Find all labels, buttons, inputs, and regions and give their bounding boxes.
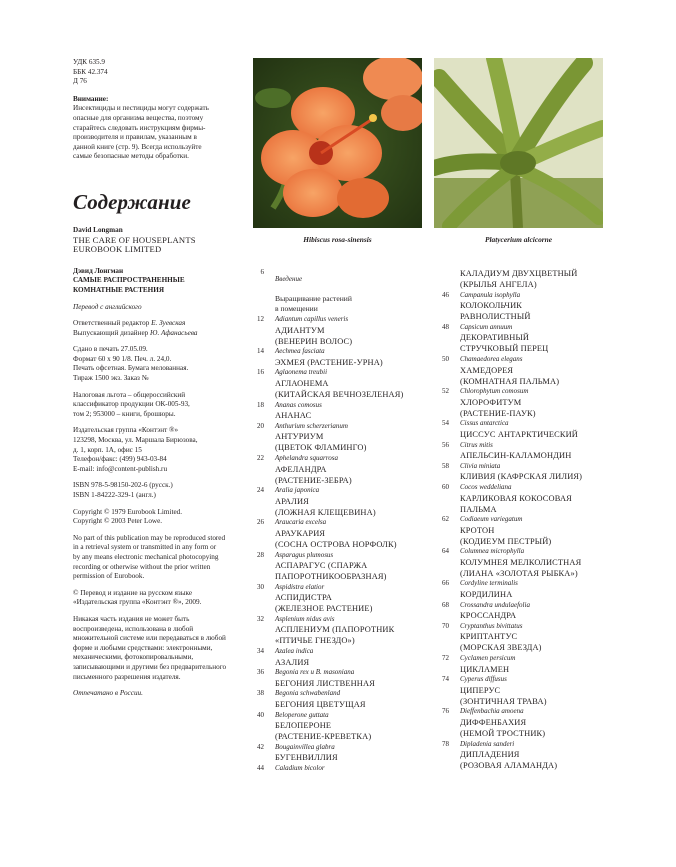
toc-russian-name: ЦИПЕРУС (ЗОНТИЧНАЯ ТРАВА) <box>460 685 547 706</box>
toc-entry[interactable] <box>240 689 410 710</box>
copyright-line: Copyright © 1979 Eurobook Limited. <box>73 507 183 516</box>
toc-latin-name: Ananas comosus <box>275 400 322 409</box>
toc-page-number: 56 <box>442 440 449 449</box>
publisher-line: Издательская группа «Контэнт ®» <box>73 426 179 435</box>
warning-line: производителя и правилам, указанным в <box>73 133 197 142</box>
toc-page-number: 60 <box>442 482 449 491</box>
toc-latin-name: Aphelandra squarrosa <box>275 453 338 462</box>
toc-page-number: 44 <box>257 764 264 772</box>
toc-entry[interactable] <box>240 647 410 668</box>
toc-russian-name: КРИПТАНТУС (МОРСКАЯ ЗВЕЗДА) <box>460 632 542 653</box>
toc-russian-name: БЕГОНИЯ ЛИСТВЕННАЯ <box>275 678 375 688</box>
toc-page-number: 68 <box>442 600 449 609</box>
toc-entry[interactable] <box>425 707 595 739</box>
toc-page-number: 36 <box>257 668 264 677</box>
toc-latin-name: Dieffenbachia amoena <box>460 707 524 716</box>
ru-edition-line: «Издательская группа «Контэнт ®», 2009. <box>73 598 202 607</box>
toc-entry[interactable] <box>425 462 595 483</box>
toc-page-number: 42 <box>257 742 264 751</box>
print-line: Тираж 1500 экз. Заказ № <box>73 374 149 383</box>
toc-entry[interactable] <box>425 601 595 622</box>
photo-caption: Hibiscus rosa-sinensis <box>303 235 372 244</box>
toc-intro: Введение <box>275 275 303 283</box>
toc-latin-name: Azalea indica <box>275 647 314 656</box>
toc-entry[interactable] <box>240 583 410 615</box>
toc-latin-name: Asplenium nidus avis <box>275 614 335 623</box>
toc-page-number: 48 <box>442 322 449 331</box>
toc-russian-name: КРОТОН (КОДИЕУМ ПЕСТРЫЙ) <box>460 525 552 546</box>
toc-entry[interactable] <box>240 401 410 422</box>
designer-label: Выпускающий дизайнер <box>73 328 151 337</box>
toc-page-number: 24 <box>257 486 264 495</box>
toc-russian-name: ДИФФЕНБАХИЯ (НЕМОЙ ТРОСТНИК) <box>460 718 546 738</box>
rights-ru-line: механическими, фотокопировальными, <box>73 653 194 662</box>
toc-russian-name: АСПАРАГУС (СПАРЖА ПАПОРОТНИКООБРАЗНАЯ) <box>275 561 387 582</box>
toc-page-number: 46 <box>442 290 449 299</box>
tax-line: том 2; 953000 – книги, брошюры. <box>73 409 176 418</box>
rights-en-line: by any means electronic mechanical photocopying <box>73 552 219 561</box>
imprint-column <box>73 58 253 706</box>
contents-title: Содержание <box>73 189 191 214</box>
toc-latin-name: Campanula isophylla <box>460 290 521 299</box>
toc-russian-name: КРОССАНДРА <box>460 611 517 621</box>
toc-russian-name: БЕГОНИЯ ЦВЕТУЩАЯ <box>275 700 366 710</box>
toc-russian-name: КЛИВИЯ (КАФРСКАЯ ЛИЛИЯ) <box>460 472 583 482</box>
english-author: David Longman <box>73 225 123 234</box>
warning-line: опасные для организма вещества, поэтому <box>73 113 204 122</box>
toc-entry[interactable] <box>240 486 410 518</box>
publisher-line: д. 1, корп. 1А, офис 15 <box>73 445 142 454</box>
photo-caption: Platycerium alcicorne <box>484 235 553 244</box>
isbn-block <box>73 481 253 500</box>
toc-latin-name: Beloperone guttata <box>275 710 329 719</box>
toc-page-number: 72 <box>442 654 449 663</box>
toc-column-right <box>425 268 595 772</box>
toc-latin-name: Begonia rex и B. masoniana <box>275 668 355 677</box>
rights-en-block <box>73 534 253 582</box>
editor-name: Е. Зуевская <box>151 319 186 328</box>
warning-heading: Внимание: <box>73 94 109 103</box>
toc-page-number: 14 <box>257 347 264 356</box>
isbn-line: ISBN 978-5-98150-202-6 (русск.) <box>73 481 173 490</box>
toc-entry[interactable] <box>240 743 410 764</box>
warning-line: старайтесь следовать инструкциям фирмы- <box>73 123 206 132</box>
toc-entry[interactable] <box>425 268 595 290</box>
toc-russian-name: АСПИДИСТРА (ЖЕЛЕЗНОЕ РАСТЕНИЕ) <box>275 593 373 614</box>
toc-entry[interactable] <box>425 291 595 323</box>
toc-entry[interactable] <box>425 419 595 440</box>
russian-title-line: САМЫЕ РАСПРОСТРАНЕННЫЕ <box>73 276 185 285</box>
toc-latin-name: Asparagus plumosus <box>275 550 334 559</box>
toc-latin-name: Cocos weddeliana <box>460 482 512 491</box>
toc-russian-name: ЦИССУС АНТАРКТИЧЕСКИЙ <box>460 429 578 439</box>
toc-russian-name: АГЛАОНЕМА (КИТАЙСКАЯ ВЕЧНОЗЕЛЕНАЯ) <box>275 378 404 399</box>
toc-page-number: 30 <box>257 582 264 591</box>
print-line: Печать офсетная. Бумага мелованная. <box>73 364 189 373</box>
toc-russian-name: АЗАЛИЯ <box>275 657 310 667</box>
author-mark: Д 76 <box>73 77 87 86</box>
toc-russian-name: АСПЛЕНИУМ (ПАПОРОТНИК «ПТИЧЬЕ ГНЕЗДО») <box>275 625 395 646</box>
translation-note: Перевод с английского <box>73 302 142 311</box>
toc-russian-name: АФЕЛАНДРА (РАСТЕНИЕ-ЗЕБРА) <box>275 464 352 485</box>
designer-name: Ю. Афанасьева <box>150 328 198 337</box>
toc-page-number: 32 <box>257 614 264 623</box>
toc-latin-name: Araucaria excelsa <box>275 518 327 527</box>
toc-entry[interactable] <box>240 551 410 583</box>
toc-entry[interactable] <box>240 454 410 486</box>
toc-page-number: 54 <box>442 419 449 428</box>
toc-page-number: 50 <box>442 354 449 363</box>
rights-en-line: in a retrieval system or transmitted in any form or <box>73 543 217 552</box>
toc-russian-name: КОЛОКОЛЬЧИК РАВНОЛИСТНЫЙ <box>460 301 531 322</box>
toc-latin-name: Cordyline terminalis <box>460 579 518 588</box>
toc-latin-name: Columnea microphylla <box>460 547 525 556</box>
toc-page-number: 16 <box>257 368 264 377</box>
toc-russian-name: КОЛУМНЕЯ МЕЛКОЛИСТНАЯ (ЛИАНА «ЗОЛОТАЯ РЫБКА») <box>460 557 582 578</box>
editor-label: Ответственный редактор <box>73 319 152 328</box>
russian-title-line: КОМНАТНЫЕ РАСТЕНИЯ <box>73 285 165 294</box>
toc-entry[interactable] <box>240 315 410 347</box>
toc-latin-name: Cyclamen persicum <box>460 654 516 663</box>
print-line: Формат 60 х 90 1/8. Печ. л. 24,0. <box>73 354 172 363</box>
toc-latin-name: Chamaedorea elegans <box>460 354 523 363</box>
toc-page-number: 18 <box>257 400 264 409</box>
toc-entry[interactable] <box>425 547 595 579</box>
toc-entry[interactable] <box>425 441 595 462</box>
toc-russian-name: АНАНАС <box>275 411 312 421</box>
toc-entry[interactable] <box>240 711 410 743</box>
toc-column-left <box>240 268 410 774</box>
toc-russian-name: АРАЛИЯ (ЛОЖНАЯ КЛЕЩЕВИНА) <box>275 496 376 517</box>
toc-page-number: 26 <box>257 518 264 527</box>
toc-russian-name: БУГЕНВИЛЛИЯ <box>275 753 338 763</box>
toc-russian-name: ЦИКЛАМЕН <box>460 664 510 674</box>
toc-latin-name: Cyperus diffusus <box>460 675 507 684</box>
tax-block <box>73 391 253 420</box>
toc-page-number: 58 <box>442 461 449 470</box>
tax-line: Налоговая льгота – общероссийский <box>73 390 186 399</box>
rights-ru-line: Никакая часть издания не может быть <box>73 614 190 623</box>
russian-credits <box>73 267 253 296</box>
toc-page-number: 6 <box>260 268 264 276</box>
toc-page-number: 74 <box>442 675 449 684</box>
toc-entry[interactable] <box>425 323 595 355</box>
toc-russian-name: АДИАНТУМ (ВЕНЕРИН ВОЛОС) <box>275 325 353 346</box>
russian-author: Дэвид Лонгман <box>73 266 124 275</box>
toc-latin-name: Caladium bicolor <box>275 764 325 772</box>
english-title: THE CARE OF HOUSEPLANTS <box>73 234 196 245</box>
toc-page-number: 28 <box>257 550 264 559</box>
toc-entry[interactable] <box>425 675 595 707</box>
rights-ru-line: форме и любыми средствами: электронными, <box>73 643 213 652</box>
toc-entry[interactable] <box>240 518 410 550</box>
toc-latin-name: Aglaonema treubii <box>275 368 328 377</box>
toc-page-number: 64 <box>442 547 449 556</box>
toc-latin-name: Anthurium scherzerianum <box>275 421 348 430</box>
isbn-line: ISBN 1-84222-329-1 (англ.) <box>73 491 156 499</box>
toc-latin-name: Crossandra undulaefolia <box>460 600 530 609</box>
toc-latin-name: Begonia schwabenland <box>275 689 341 698</box>
toc-entry[interactable] <box>425 387 595 419</box>
toc-entry[interactable] <box>240 294 410 314</box>
toc-latin-name: Bougainvillea glabra <box>275 742 335 751</box>
toc-latin-name: Aechmea fasciata <box>275 347 325 356</box>
toc-latin-name: Cryptanthus bivittatus <box>460 621 523 630</box>
toc-entry[interactable] <box>240 268 410 286</box>
copyright-block <box>73 508 253 527</box>
print-line: Сдано в печать 27.05.09. <box>73 345 148 354</box>
toc-russian-name: КАЛАДИУМ ДВУХЦВЕТНЫЙ (КРЫЛЬЯ АНГЕЛА) <box>460 269 578 289</box>
toc-entry[interactable] <box>240 368 410 400</box>
toc-entry[interactable] <box>425 579 595 600</box>
toc-page-number: 20 <box>257 421 264 430</box>
toc-entry[interactable] <box>240 615 410 647</box>
rights-ru-line: письменного разрешения издателя. <box>73 672 181 681</box>
toc-page-number: 12 <box>257 315 264 323</box>
copyright-line: Copyright © 2003 Peter Lowe. <box>73 517 163 526</box>
toc-russian-name: ДИПЛАДЕНИЯ (РОЗОВАЯ АЛАМАНДА) <box>460 750 558 771</box>
toc-entry[interactable] <box>425 654 595 675</box>
rights-en-line: recording or otherwise without the prior written <box>73 562 211 571</box>
toc-russian-name: ЭХМЕЯ (РАСТЕНИЕ-УРНА) <box>275 357 383 367</box>
toc-page-number: 34 <box>257 647 264 656</box>
toc-page-number: 66 <box>442 579 449 588</box>
staff-block <box>73 319 253 338</box>
printed-in: Отпечатано в России. <box>73 689 143 698</box>
warning-line: Инсектициды и пестициды могут содержать <box>73 104 209 113</box>
toc-entry[interactable] <box>425 622 595 654</box>
toc-latin-name: Codiaeum variegatum <box>460 515 523 524</box>
rights-ru-line: воспроизведена, использована в любой <box>73 624 194 633</box>
toc-entry[interactable] <box>425 355 595 387</box>
toc-latin-name: Capsicum annuum <box>460 322 513 331</box>
toc-page-number: 38 <box>257 689 264 698</box>
print-block <box>73 345 253 383</box>
publisher-line: E-mail: info@content-publish.ru <box>73 464 168 473</box>
toc-entry[interactable] <box>240 347 410 368</box>
warning-line: самые безопасные методы обработки. <box>73 152 189 161</box>
rights-ru-line: множительной системе или передаваться в любой <box>73 634 226 643</box>
tax-line: классификатор продукции ОК-005-93, <box>73 400 190 409</box>
toc-page-number: 76 <box>442 707 449 716</box>
english-publisher: EUROBOOK LIMITED <box>73 244 162 255</box>
toc-entry[interactable] <box>240 668 410 689</box>
publisher-block <box>73 426 253 474</box>
toc-russian-name: ХЛОРОФИТУМ (РАСТЕНИЕ-ПАУК) <box>460 397 536 418</box>
toc-page-number: 70 <box>442 621 449 630</box>
toc-page-number: 62 <box>442 515 449 524</box>
platycerium-photo <box>434 58 603 228</box>
warning-block <box>73 95 253 162</box>
toc-page-number: 52 <box>442 387 449 396</box>
toc-page-number: 78 <box>442 739 449 748</box>
toc-entry[interactable] <box>425 515 595 547</box>
udk-line: УДК 635.9 <box>73 58 106 66</box>
ru-edition-block <box>73 589 253 608</box>
publisher-line: Телефон/факс: (499) 943-03-84 <box>73 455 167 464</box>
toc-russian-name: КОРДИЛИНА <box>460 590 513 600</box>
toc-russian-name: АПЕЛЬСИН-КАЛАМОНДИН <box>460 451 572 461</box>
toc-latin-name: Citrus mitis <box>460 440 493 449</box>
toc-entry[interactable] <box>425 483 595 515</box>
toc-entry[interactable] <box>425 740 595 772</box>
toc-russian-name: АРАУКАРИЯ (СОСНА ОСТРОВА НОРФОЛК) <box>275 528 397 549</box>
toc-entry[interactable] <box>240 764 410 774</box>
rights-ru-line: записывающими и другими без предварительного <box>73 662 227 671</box>
toc-latin-name: Chlorophytum comosum <box>460 387 529 396</box>
toc-page-number: 40 <box>257 710 264 719</box>
hibiscus-photo <box>253 58 422 228</box>
warning-line: данной книге (стр. 9). Всегда используйте <box>73 142 202 151</box>
toc-russian-name: БЕЛОПЕРОНЕ (РАСТЕНИЕ-КРЕВЕТКА) <box>275 721 372 742</box>
toc-entry[interactable] <box>240 422 410 454</box>
bbk-line: ББК 42.374 <box>73 67 108 76</box>
toc-russian-name: АНТУРИУМ (ЦВЕТОК ФЛАМИНГО) <box>275 432 367 453</box>
toc-latin-name: Dipladenia sanderi <box>460 739 515 748</box>
rights-en-line: No part of this publication may be reproduced stored <box>73 533 226 542</box>
toc-section-heading: Выращивание растений в помещении <box>275 294 352 314</box>
toc-russian-name: КАРЛИКОВАЯ КОКОСОВАЯ ПАЛЬМА <box>460 493 572 514</box>
ru-edition-line: © Перевод и издание на русском языке <box>73 588 193 597</box>
english-credits <box>73 226 253 255</box>
udk-block <box>73 58 253 87</box>
toc-russian-name: ХАМЕДОРЕЯ (КОМНАТНАЯ ПАЛЬМА) <box>460 365 560 386</box>
toc-russian-name: ДЕКОРАТИВНЫЙ СТРУЧКОВЫЙ ПЕРЕЦ <box>460 333 549 354</box>
rights-en-line: permission of Eurobook. <box>73 572 145 581</box>
toc-latin-name: Cissus antarctica <box>460 419 509 428</box>
rights-ru-block <box>73 615 253 682</box>
toc-page-number: 22 <box>257 453 264 462</box>
toc-latin-name: Aralia japonica <box>275 486 320 495</box>
toc-latin-name: Clivia miniata <box>460 461 501 470</box>
toc-latin-name: Aspidistra elatior <box>275 582 325 591</box>
publisher-line: 123298, Москва, ул. Маршала Бирюзова, <box>73 436 198 445</box>
toc-latin-name: Adiantum capillus veneris <box>275 315 349 323</box>
